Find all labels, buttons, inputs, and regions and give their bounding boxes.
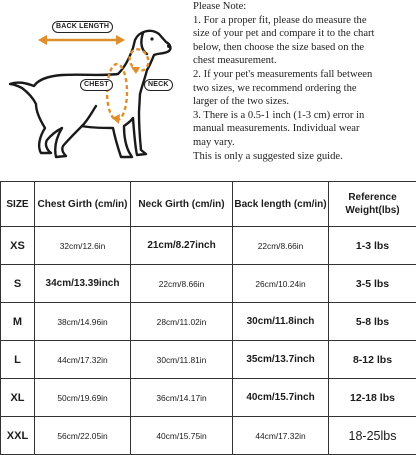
header-chest-girth: Chest Girth (cm/in)	[35, 182, 131, 227]
neck-cell: 28cm/11.02in	[131, 303, 233, 341]
weight-cell: 1-3 lbs	[329, 227, 416, 265]
neck-cell: 40cm/15.75in	[131, 417, 233, 455]
table-row	[1, 379, 416, 417]
weight-cell: 12-18 lbs	[329, 379, 416, 417]
dog-nose	[167, 44, 171, 48]
chest-arrow-head	[112, 114, 120, 124]
note-line: larger of the two sizes.	[193, 95, 414, 109]
note-line: below, then choose the size based on the	[193, 41, 414, 55]
size-cell: XL	[1, 379, 35, 417]
neck-arrow-head	[131, 67, 140, 74]
table-row	[1, 227, 416, 265]
table-row	[1, 417, 416, 455]
neck-cell: 22cm/8.66in	[131, 265, 233, 303]
table-row	[1, 303, 416, 341]
table-header-row	[1, 182, 416, 227]
weight-cell: 8-12 lbs	[329, 341, 416, 379]
chest-cell: 56cm/22.05in	[35, 417, 131, 455]
note-line: This is only a suggested size guide.	[193, 150, 414, 164]
neck-cell: 36cm/14.17in	[131, 379, 233, 417]
back-cell: 44cm/17.32in	[233, 417, 329, 455]
note-line: may vary.	[193, 136, 414, 150]
size-chart-table	[0, 181, 416, 455]
size-cell: L	[1, 341, 35, 379]
note-line: manual measurements. Individual wear	[193, 122, 414, 136]
note-line: 1. For a proper fit, please do measure the	[193, 14, 414, 28]
chest-cell: 50cm/19.69in	[35, 379, 131, 417]
size-cell: S	[1, 265, 35, 303]
chest-cell: 38cm/14.96in	[35, 303, 131, 341]
header-reference-weight: Reference Weight(lbs)	[329, 182, 416, 227]
weight-cell: 18-25lbs	[329, 417, 416, 455]
chest-cell: 34cm/13.39inch	[35, 265, 131, 303]
notes-title: Please Note:	[193, 0, 414, 14]
back-cell: 40cm/15.7inch	[233, 379, 329, 417]
back-cell: 35cm/13.7inch	[233, 341, 329, 379]
chest-cell: 44cm/17.32in	[35, 341, 131, 379]
chest-label: CHEST	[80, 79, 113, 91]
chest-girth-arrow	[107, 64, 127, 120]
back-length-arrow	[38, 35, 125, 45]
back-length-label: BACK LENGTH	[52, 21, 113, 33]
note-line: size of your pet and compare it to the chart	[193, 27, 414, 41]
size-notes	[193, 0, 414, 163]
note-line: chest measurement.	[193, 54, 414, 68]
size-cell: XS	[1, 227, 35, 265]
table-row	[1, 265, 416, 303]
note-line: 2. If your pet's measurements fall between	[193, 68, 414, 82]
dog-inner-leg	[82, 106, 96, 126]
chest-cell: 32cm/12.6in	[35, 227, 131, 265]
header-neck-girth: Neck Girth (cm/in)	[131, 182, 233, 227]
note-line: two sizes, we recommend ordering the	[193, 82, 414, 96]
size-cell: XXL	[1, 417, 35, 455]
weight-cell: 3-5 lbs	[329, 265, 416, 303]
dog-eye	[150, 37, 153, 40]
dog-outline	[10, 31, 170, 157]
table-row	[1, 341, 416, 379]
size-cell: M	[1, 303, 35, 341]
back-cell: 30cm/11.8inch	[233, 303, 329, 341]
back-cell: 22cm/8.66in	[233, 227, 329, 265]
back-cell: 26cm/10.24in	[233, 265, 329, 303]
header-size: SIZE	[1, 182, 35, 227]
header-back-length: Back length (cm/in)	[233, 182, 329, 227]
neck-cell: 21cm/8.27inch	[131, 227, 233, 265]
dog-measurement-diagram	[0, 0, 196, 180]
weight-cell: 5-8 lbs	[329, 303, 416, 341]
note-line: 3. There is a 0.5-1 inch (1-3 cm) error in	[193, 109, 414, 123]
neck-label: NECK	[144, 79, 173, 91]
neck-cell: 30cm/11.81in	[131, 341, 233, 379]
